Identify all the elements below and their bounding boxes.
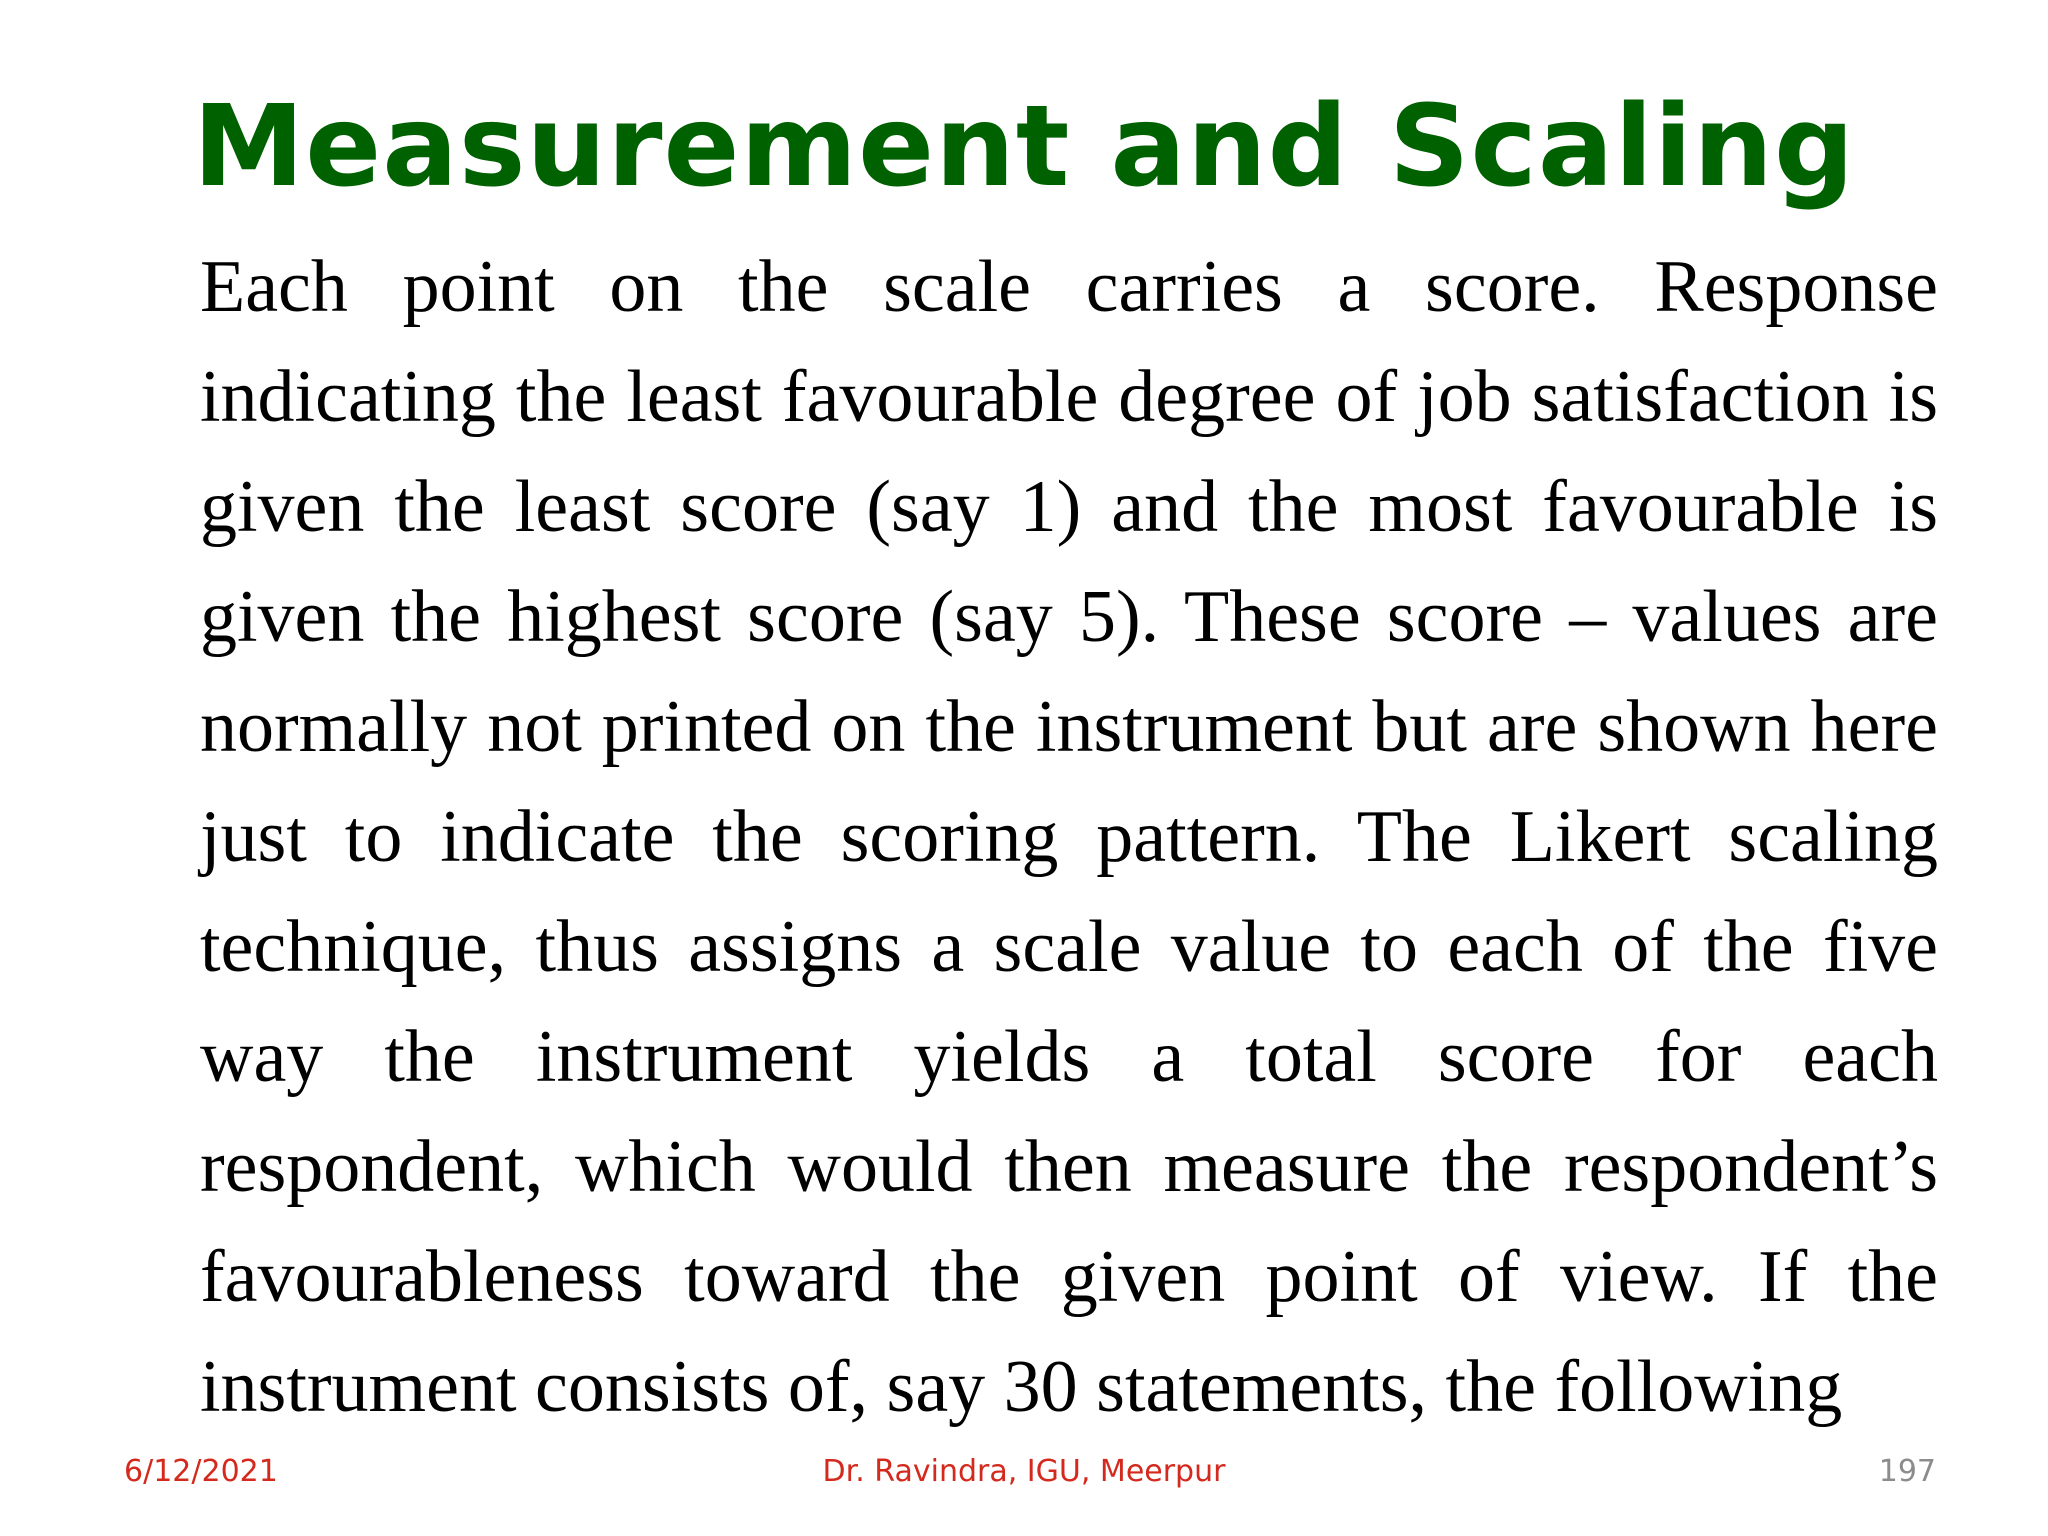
footer-author: Dr. Ravindra, IGU, Meerpur — [822, 1454, 1226, 1489]
page-number: 197 — [1878, 1454, 1936, 1489]
slide-title: Measurement and Scaling — [192, 82, 1856, 212]
footer-date: 6/12/2021 — [124, 1454, 278, 1489]
slide-body-text: Each point on the scale carries a score. Response indicating the least favourable degree of job satisfaction is given the least score (say 1) and the most favourable is given the highest score (say 5). These score – values are normally not printed on the instrument but are shown here just to indicate the scoring pattern. The Likert scaling technique, thus assigns a scale value to each of the five way the instrument yields a total score for each respondent, which would then measure the respondent’s favourableness toward the given point of view. If the instrument consists of, say 30 statements, the following — [200, 246, 1938, 1428]
